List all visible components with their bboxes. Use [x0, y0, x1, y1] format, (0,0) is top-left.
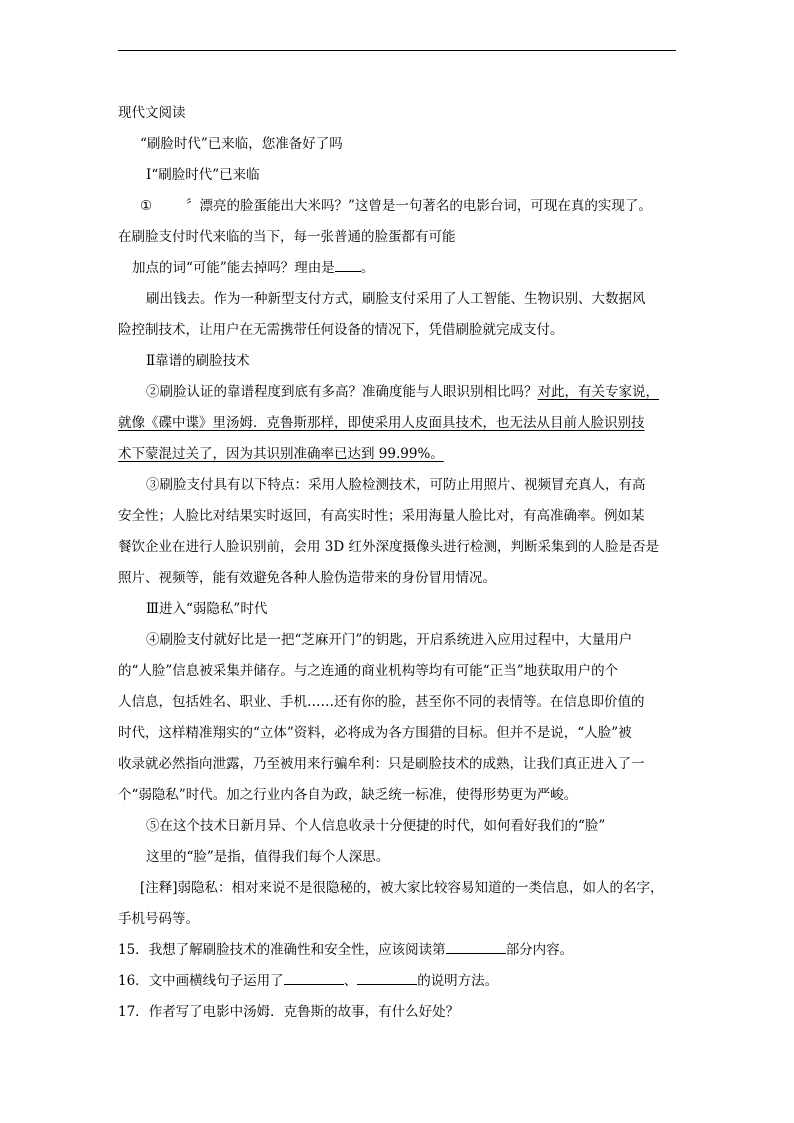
question-inline-end: 。	[360, 260, 375, 276]
question-15	[118, 935, 678, 966]
part2-heading: Ⅱ靠谱的刷脸技术	[146, 353, 250, 369]
para4-line6: 个“弱隐私”时代。加之行业内各自为政，缺乏统一标准，使得形势更为严峻。	[118, 787, 578, 803]
para2-line3	[118, 439, 678, 470]
question-inline-text: 加点的词“可能”能去掉吗？理由是	[132, 260, 335, 276]
question-16-blank-2[interactable]	[357, 970, 417, 985]
question-15-text: 我想了解刷脸技术的准确性和安全性，应该阅读第	[148, 942, 446, 958]
para4-line4: 时代，这样精准翔实的“立体”资料，必将成为各方围猎的目标。但并不是说，“人脸”被	[118, 725, 632, 741]
question-17-num: 17．	[118, 1004, 149, 1020]
question-17-text: 作者写了电影中汤姆．克鲁斯的故事，有什么好处？	[148, 1004, 460, 1020]
question-15-end: 部分内容。	[505, 942, 574, 958]
para2-line2-underlined: 就像《碟中谍》里汤姆．克鲁斯那样，即使采用人皮面具技术，也无法从目前人脸识别技	[118, 415, 645, 431]
para1-line1-text: 〞漂亮的脸蛋能出大米吗？”这曾是一句著名的电影台词，可现在真的实现了。	[186, 198, 652, 214]
para1b-line2: 险控制技术，让用户在无需携带任何设备的情况下，凭借刷脸就完成支付。	[118, 322, 564, 338]
question-16	[118, 966, 678, 997]
question-16-sep: 、	[343, 973, 358, 989]
para1-line1	[118, 191, 678, 222]
note-line2: 手机号码等。	[118, 911, 199, 927]
part1-heading: Ⅰ“刷脸时代”已来临	[146, 167, 260, 183]
document-body	[118, 98, 678, 1028]
question-16-text: 文中画横线句子运用了	[148, 973, 284, 989]
question-15-num: 15．	[118, 942, 149, 958]
para5-line1: ⑤在这个技术日新月异、个人信息收录十分便捷的时代，如何看好我们的“脸”	[146, 818, 606, 834]
question-16-end: 的说明方法。	[417, 973, 499, 989]
article-title: “刷脸时代”已来临，您准备好了吗	[140, 136, 343, 152]
answer-blank[interactable]	[335, 257, 361, 272]
para4-line3: 人信息，包括姓名、职业、手机……还有你的脸，甚至你不同的表情等。在信息即价值的	[118, 694, 645, 710]
section-title: 现代文阅读	[118, 105, 186, 121]
para3-line3: 餐饮企业在进行人脸识别前，会用 3D 红外深度摄像头进行检测，判断采集到的人脸是否是	[118, 539, 659, 555]
para4-line1: ④刷脸支付就好比是一把“芝麻开门”的钥匙，开启系统进入应用过程中，大量用户	[146, 632, 633, 648]
para3-line4: 照片、视频等，能有效避免各种人脸伪造带来的身份冒用情况。	[118, 570, 496, 586]
para2-line3-underlined: 术下蒙混过关了，因为其识别准确率已达到 99.99%。	[118, 446, 444, 462]
question-15-blank[interactable]	[446, 939, 506, 954]
note-line1: [注释]弱隐私：相对来说不是很隐秘的，被大家比较容易知道的一类信息，如人的名字，	[140, 880, 664, 896]
header-rule	[118, 50, 676, 51]
para3-line1: ③刷脸支付具有以下特点：采用人脸检测技术，可防止用照片、视频冒充真人，有高	[146, 477, 646, 493]
para4-line2: 的“人脸”信息被采集并储存。与之连通的商业机构等均有可能“正当”地获取用户的个	[118, 663, 619, 679]
para1-line2: 在刷脸支付时代来临的当下，每一张普通的脸蛋都有可能	[118, 229, 456, 245]
para3-line2: 安全性；人脸比对结果实时返回，有高实时性；采用海量人脸比对，有高准确率。例如某	[118, 508, 645, 524]
para2-line1-plain: ②刷脸认证的靠谱程度到底有多高？准确度能与人眼识别相比吗？	[146, 384, 538, 400]
question-17	[118, 997, 678, 1028]
part3-heading: Ⅲ进入“弱隐私”时代	[146, 601, 268, 617]
para4-line5: 收录就必然指向泄露，乃至被用来行骗牟利：只是刷脸技术的成熟，让我们真正进入了一	[118, 756, 645, 772]
question-inline	[118, 253, 678, 284]
para5-line2: 这里的“脸”是指，值得我们每个人深思。	[146, 849, 390, 865]
para2-line1-underlined: 对此，有关专家说，	[537, 384, 659, 400]
question-16-blank-1[interactable]	[284, 970, 344, 985]
para1-num: ①	[140, 198, 153, 214]
para1b-line1: 刷出钱去。作为一种新型支付方式，刷脸支付采用了人工智能、生物识别、大数据风	[146, 291, 646, 307]
para2-line1	[118, 377, 678, 408]
question-16-num: 16．	[118, 973, 149, 989]
